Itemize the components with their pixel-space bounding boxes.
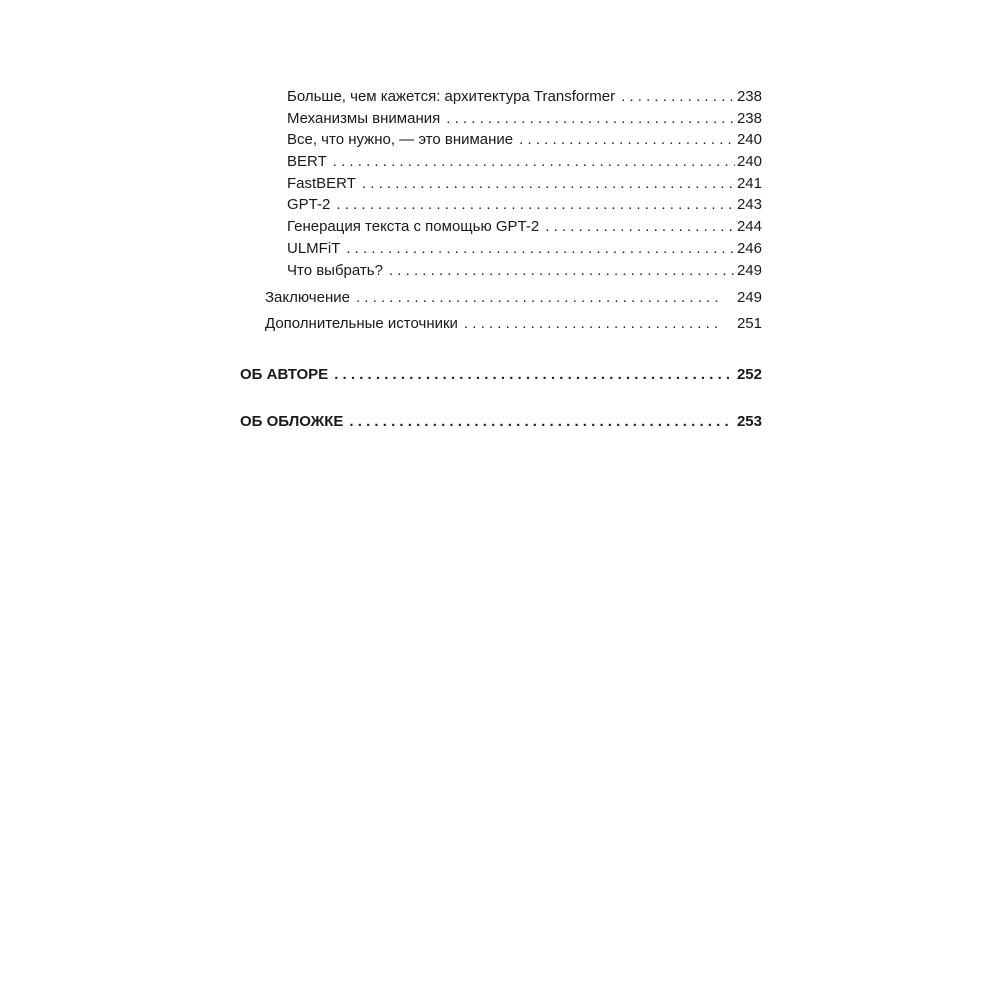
toc-entry-title: Что выбрать? (287, 261, 383, 279)
toc-entry-title: Заключение (265, 289, 350, 307)
toc-dot-leader (519, 129, 735, 151)
toc-entry-page: 251 (736, 315, 762, 333)
toc-entry-page: 240 (736, 131, 762, 149)
toc-entry-title: ULMFiT (287, 239, 341, 257)
toc-entry-page: 249 (736, 261, 762, 279)
toc-entry-title: Все, что нужно, — это внимание (287, 131, 514, 149)
toc-entry-page: 238 (736, 88, 762, 105)
toc-entry-page: 238 (736, 109, 762, 127)
toc-entry[interactable] (240, 260, 762, 282)
toc-spacer (240, 337, 762, 351)
toc-dot-leader (464, 311, 723, 337)
toc-entry-page: 244 (736, 218, 762, 236)
toc-dot-leader (333, 151, 735, 173)
toc-entry-page: 243 (736, 196, 762, 214)
toc-entry-page: 252 (736, 366, 762, 384)
toc-entry[interactable] (240, 108, 762, 130)
toc-dot-leader (621, 86, 735, 108)
toc-dot-leader (334, 351, 729, 398)
toc-entry-page: 246 (736, 239, 762, 257)
toc-entry[interactable] (240, 173, 762, 195)
toc-entry-page: 240 (736, 153, 762, 171)
toc-section-entry[interactable] (240, 285, 762, 311)
table-of-contents (240, 86, 762, 445)
toc-entry[interactable] (240, 129, 762, 151)
toc-dot-leader (346, 238, 735, 260)
toc-dot-leader (349, 398, 729, 445)
toc-entry-title: BERT (287, 153, 327, 171)
toc-entry[interactable] (240, 194, 762, 216)
toc-entry-title: ОБ ОБЛОЖКЕ (240, 413, 344, 431)
toc-dot-leader (356, 285, 723, 311)
toc-entry-page: 253 (736, 413, 762, 431)
toc-entry-title: Дополнительные источники (265, 315, 458, 333)
toc-entry[interactable] (240, 238, 762, 260)
toc-section-entry[interactable] (240, 311, 762, 337)
toc-entry[interactable] (240, 216, 762, 238)
toc-dot-leader (362, 173, 735, 195)
toc-entry-title: GPT-2 (287, 196, 331, 214)
toc-entry-title: FastBERT (287, 174, 356, 192)
toc-entry-title: Больше, чем кажется: архитектура Transformer (287, 88, 616, 105)
toc-entry-page: 241 (736, 174, 762, 192)
toc-chapter-entry[interactable] (240, 398, 762, 445)
toc-entry-title: Генерация текста с помощью GPT-2 (287, 218, 540, 236)
toc-dot-leader (446, 108, 735, 130)
toc-entry-title: Механизмы внимания (287, 109, 441, 127)
toc-entry[interactable] (240, 151, 762, 173)
toc-chapter-entry[interactable] (240, 351, 762, 398)
toc-entry-title: ОБ АВТОРЕ (240, 366, 329, 384)
toc-entry-page: 249 (736, 289, 762, 307)
toc-dot-leader (545, 216, 735, 238)
toc-dot-leader (336, 194, 735, 216)
toc-entry[interactable] (240, 86, 762, 108)
toc-dot-leader (389, 260, 735, 282)
